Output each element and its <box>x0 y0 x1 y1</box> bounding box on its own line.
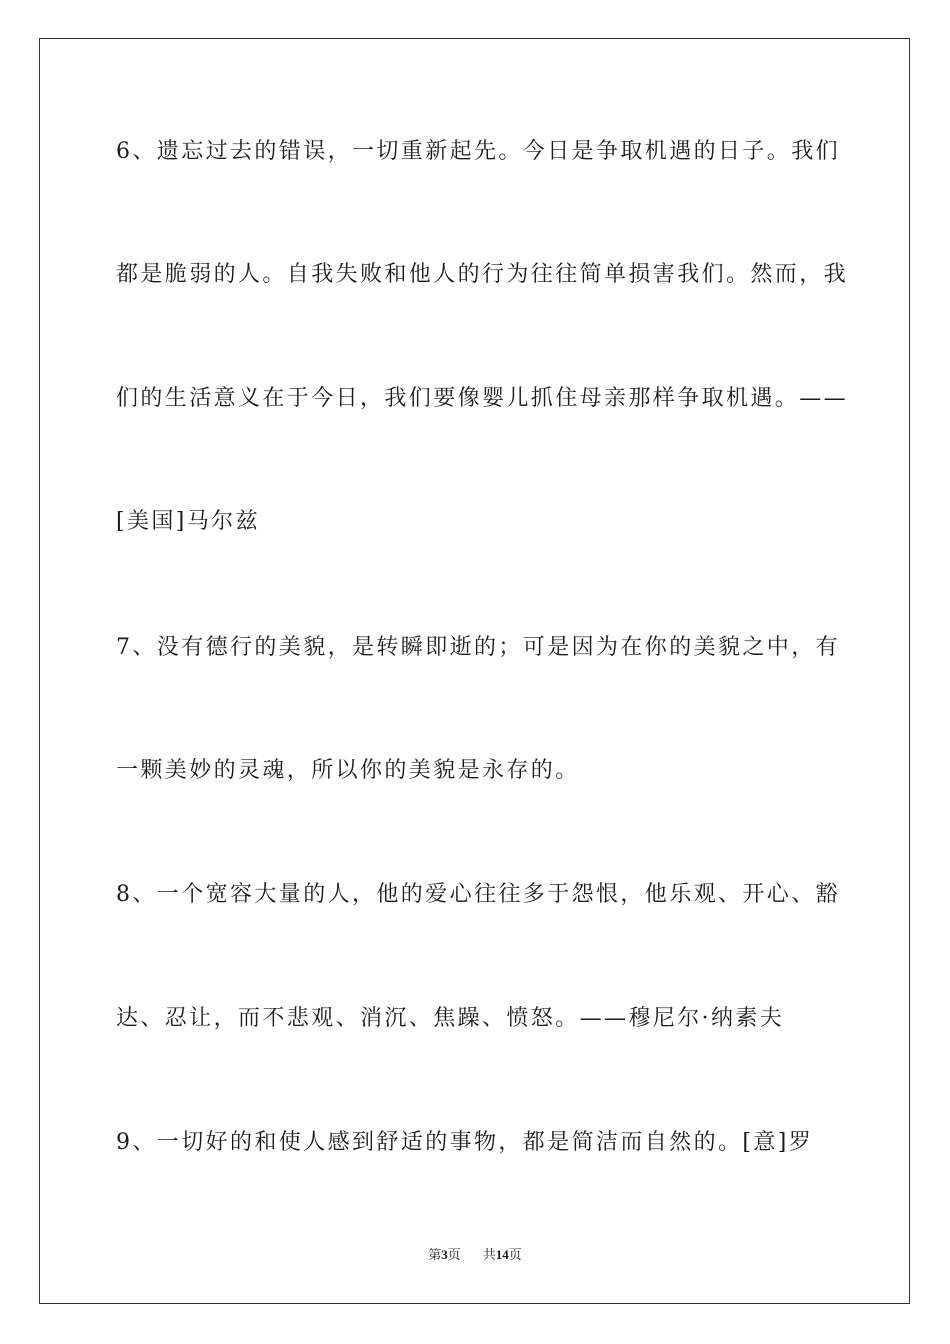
footer-total-suffix: 页 <box>508 1247 522 1262</box>
page-border <box>39 38 910 1304</box>
footer-total-number: 14 <box>495 1247 509 1262</box>
paragraph-7-line-2: 一颗美妙的灵魂，所以你的美貌是永存的。 <box>116 758 580 783</box>
footer-page-prefix: 第 <box>428 1247 442 1262</box>
paragraph-8-line-2: 达、忍让，而不悲观、消沉、焦躁、愤怒。——穆尼尔·纳素夫 <box>116 1006 785 1031</box>
footer-page-suffix: 页 <box>447 1247 461 1262</box>
paragraph-6-line-1: 6、遗忘过去的错误，一切重新起先。今日是争取机遇的日子。我们 <box>116 139 840 164</box>
paragraph-8-line-1: 8、一个宽容大量的人，他的爱心往往多于怨恨，他乐观、开心、豁 <box>116 882 840 907</box>
footer-total-prefix: 共 <box>482 1247 496 1262</box>
page-footer <box>0 1246 950 1264</box>
paragraph-9-line-1: 9、一切好的和使人感到舒适的事物，都是简洁而自然的。[意]罗 <box>116 1130 814 1155</box>
paragraph-6-line-4: [美国]马尔兹 <box>116 509 260 534</box>
footer-page-number: 3 <box>441 1247 448 1262</box>
paragraph-6-line-3: 们的生活意义在于今日，我们要像婴儿抓住母亲那样争取机遇。—— <box>116 386 849 411</box>
paragraph-6-line-2: 都是脆弱的人。自我失败和他人的行为往往简单损害我们。然而，我 <box>116 262 849 287</box>
paragraph-7-line-1: 7、没有德行的美貌，是转瞬即逝的；可是因为在你的美貌之中，有 <box>116 635 840 660</box>
